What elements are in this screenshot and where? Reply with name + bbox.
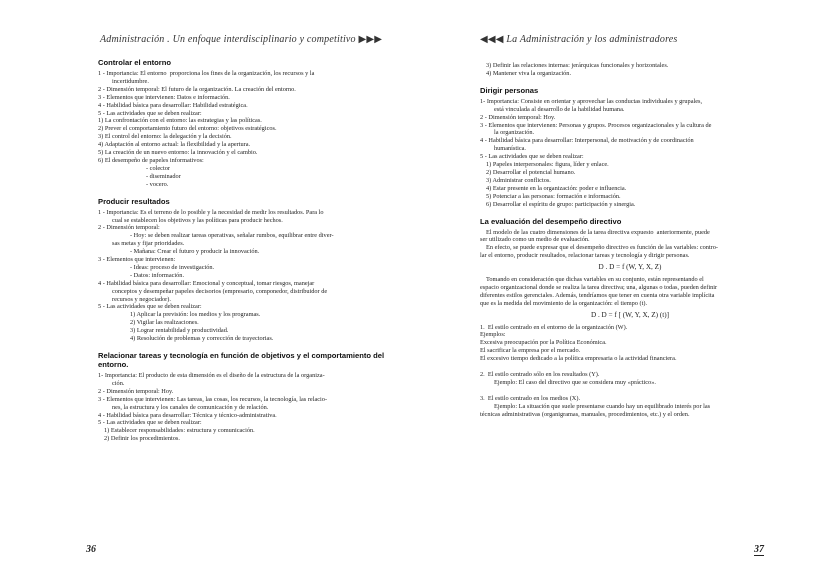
text-line: 5) Potenciar a las personas: formación e información. bbox=[486, 192, 621, 200]
text-line: 4 - Habilidad básica para desarrollar: Técnica y técnico-administrativa. bbox=[98, 411, 277, 419]
text-line: recursos y negociador). bbox=[112, 295, 171, 303]
section-heading: Controlar el entorno bbox=[98, 58, 171, 67]
text-line: 4) Adaptación al entorno actual: la flexibilidad y la apertura. bbox=[98, 141, 251, 149]
text-line bbox=[480, 387, 780, 395]
text-line: 4) Mantener viva la organización. bbox=[486, 69, 572, 77]
text-line: 1- Importancia: El producto de esta dimensión es el diseño de la estructura de la organiza- bbox=[98, 372, 325, 379]
text-line: 1) Establecer responsabilidades: estructura y comunicación. bbox=[104, 427, 255, 435]
text-line: 2) Definir los procedimientos. bbox=[104, 435, 180, 443]
text-line: 1. El estilo centrado en el entorno de la organización (W). bbox=[480, 323, 628, 331]
text-line: 3) El control del entorno: la delegación y la decisión. bbox=[98, 133, 232, 141]
text-line: 4 - Habilidad básica para desarrollar: Interpersonal, de motivación y de coordinación bbox=[480, 137, 694, 145]
text-line: 1 - Importancia: Es el terreno de lo posible y la necesidad de medir los resultados. Para lo bbox=[98, 208, 324, 216]
text-line: 5 - Las actividades que se deben realizar: bbox=[480, 153, 584, 161]
formula: D . D = f (W, Y, X, Z) bbox=[598, 263, 662, 272]
text-line: 4 - Habilidad básica para desarrollar: Habilidad estratégica. bbox=[98, 101, 248, 109]
text-line: Tomando en consideración que dichas variables en su conjunto, están representando el bbox=[486, 276, 704, 284]
text-line: El excesivo tiempo dedicado a la política empresaria o la actividad financiera. bbox=[480, 355, 677, 363]
formula: D . D = f [ (W, Y, X, Z) (t)] bbox=[590, 310, 670, 319]
text-line: 5) La creación de un nuevo entorno: la innovación y el cambio. bbox=[98, 149, 258, 157]
text-line: conceptos y desempeñar papeles decisorios (empresario, componedor, distribuidor de bbox=[112, 287, 328, 295]
section-heading: Dirigir personas bbox=[480, 85, 539, 95]
text-line: 1) Papeles interpersonales: figura, líder y enlace. bbox=[486, 161, 609, 169]
text-line: 1) La confrontación con el entorno: las estrategias y las políticas. bbox=[98, 117, 262, 125]
text-line: 2 - Dimensión temporal: Hoy. bbox=[480, 113, 556, 121]
text-line: está vinculada al desarrollo de la habilidad humana. bbox=[494, 105, 625, 113]
text-line: - Ideas: proceso de investigación. bbox=[130, 263, 215, 271]
text-line: incertidumbre. bbox=[112, 77, 149, 85]
text-line: 2) Prever el comportamiento futuro del entorno: objetivos estratégicos. bbox=[98, 125, 277, 133]
text-line: 2 - Dimensión temporal: Hoy. bbox=[98, 387, 174, 395]
text-line: nes, la estructura y los canales de comunicación y de relación. bbox=[112, 403, 269, 411]
text-line: 5 - Las actividades que se deben realizar: bbox=[98, 303, 202, 311]
text-line: 3. El estilo centrado en los medios (X). bbox=[480, 394, 581, 402]
text-line: 3) Administrar conflictos. bbox=[486, 176, 551, 184]
text-line: 6) Desarrollar el espíritu de grupo: participación y sinergia. bbox=[486, 200, 636, 208]
text-line: Ejemplo: El caso del directivo que se considera muy «práctico». bbox=[494, 378, 656, 386]
text-line: cual se establecen los objetivos y las políticas para producir hechos. bbox=[112, 216, 283, 224]
text-line: - diseminador bbox=[146, 172, 181, 180]
text-line: 5 - Las actividades que se deben realizar: bbox=[98, 419, 202, 427]
text-line: 2 - Dimensión temporal: El futuro de la organización. La creación del entorno. bbox=[98, 85, 296, 93]
text-line: ser utilizado como un medio de evaluación. bbox=[480, 236, 590, 244]
text-line: 3 - Elementos que intervienen: Las tareas, las cosas, los recursos, la tecnología, las relacio- bbox=[98, 395, 328, 403]
text-line: técnicas administrativas (organigramas, manuales, procedimientos, etc.) y el orden. bbox=[480, 410, 690, 418]
text-line: lar el entorno, producir resultados, relacionar tareas y tecnología y dirigir personas. bbox=[480, 252, 690, 260]
section-heading: Relacionar tareas y tecnología en función de objetivos y el comportamiento del entorno. bbox=[98, 351, 385, 369]
text-line: 4) Resolución de problemas y corrección de trayectorias. bbox=[130, 335, 274, 343]
section-heading: Producir resultados bbox=[98, 196, 170, 206]
text-line: - Mañana: Crear el futuro y producir la innovación. bbox=[130, 248, 260, 256]
right-page bbox=[414, 0, 828, 585]
text-line: - vocero. bbox=[146, 180, 169, 188]
text-line: 1- Importancia: Consiste en orientar y aprovechar las conductas individuales y grupales, bbox=[480, 97, 703, 105]
right-body-text bbox=[480, 62, 780, 418]
text-line: espacio organizacional donde se realiza la tarea directiva; una, algunas o todas, pueden definir bbox=[480, 283, 718, 291]
text-line: 3 - Elementos que intervienen: Datos e información. bbox=[98, 93, 230, 101]
text-line: - Datos: información. bbox=[130, 271, 185, 279]
text-line: diferentes estilos gerenciales. Además, tendríamos que tener en cuenta otra variable implícita bbox=[480, 291, 715, 299]
text-line: 4 - Habilidad básica para desarrollar: Emocional y conceptual, tomar riesgos, manejar bbox=[98, 279, 315, 287]
text-line bbox=[480, 363, 780, 371]
running-header: Administración . Un enfoque interdisciplinario y competitivo ▶▶▶ bbox=[100, 34, 383, 45]
page-number: 37 bbox=[754, 544, 764, 555]
text-line: 6) El desempeño de papeles informativos: bbox=[98, 156, 204, 164]
running-header: ◀◀◀ La Administración y los administradores bbox=[480, 34, 678, 45]
text-line: humanística. bbox=[494, 145, 527, 153]
text-line: 1) Aplicar la previsión: los medios y los programas. bbox=[130, 311, 261, 319]
text-line: - colector bbox=[146, 164, 170, 172]
text-line: En efecto, se puede expresar que el desempeño directivo es función de las variables: contro- bbox=[486, 244, 719, 252]
section-heading: La evaluación del desempeño directivo bbox=[480, 216, 622, 226]
text-line: 2. El estilo centrado sólo en los resultados (Y). bbox=[480, 371, 600, 378]
text-line: 2) Vigilar las realizaciones. bbox=[130, 319, 199, 327]
text-line: El modelo de las cuatro dimensiones de la tarea directiva expuesto anteriormente, puede bbox=[486, 228, 710, 236]
text-line: Ejemplos: bbox=[480, 331, 506, 339]
page-number: 36 bbox=[86, 544, 96, 555]
text-line: 3) Definir las relaciones internas: jerárquicas funcionales y horizontales. bbox=[486, 62, 669, 69]
text-line: El sacrificar la empresa por el mercado. bbox=[480, 347, 581, 355]
text-line: sas metas y fijar prioridades. bbox=[112, 240, 185, 248]
text-line: 1 - Importancia: El entorno proporciona los fines de la organización, los recursos y la bbox=[98, 70, 315, 77]
text-line: 3 - Elementos que intervienen: Personas y grupos. Procesos organizacionales y la cultura de bbox=[480, 121, 712, 129]
text-line: 3 - Elementos que intervienen: bbox=[98, 256, 176, 264]
text-line: Ejemplo: La situación que suele presentarse cuando hay un equilibrado interés por las bbox=[494, 402, 711, 410]
text-line: que es la medida del movimiento de la organización: el tiempo (t). bbox=[480, 299, 648, 307]
text-line: 2) Desarrollar el potencial humano. bbox=[486, 168, 576, 176]
text-line: - Hoy: se deben realizar tareas operativas, señalar rumbos, equilibrar entre diver- bbox=[130, 232, 334, 240]
text-line: 4) Estar presente en la organización: poder e influencia. bbox=[486, 184, 627, 192]
text-line: Excesiva preocupación por la Política Económica. bbox=[480, 339, 607, 347]
left-body-text bbox=[98, 58, 398, 443]
text-line: 3) Lograr rentabilidad y productividad. bbox=[130, 327, 229, 335]
text-line: 5 - Las actividades que se deben realizar: bbox=[98, 109, 202, 117]
text-line: ción. bbox=[112, 379, 125, 387]
text-line: 2 - Dimensión temporal: bbox=[98, 224, 160, 232]
text-line: la organización. bbox=[494, 129, 535, 137]
